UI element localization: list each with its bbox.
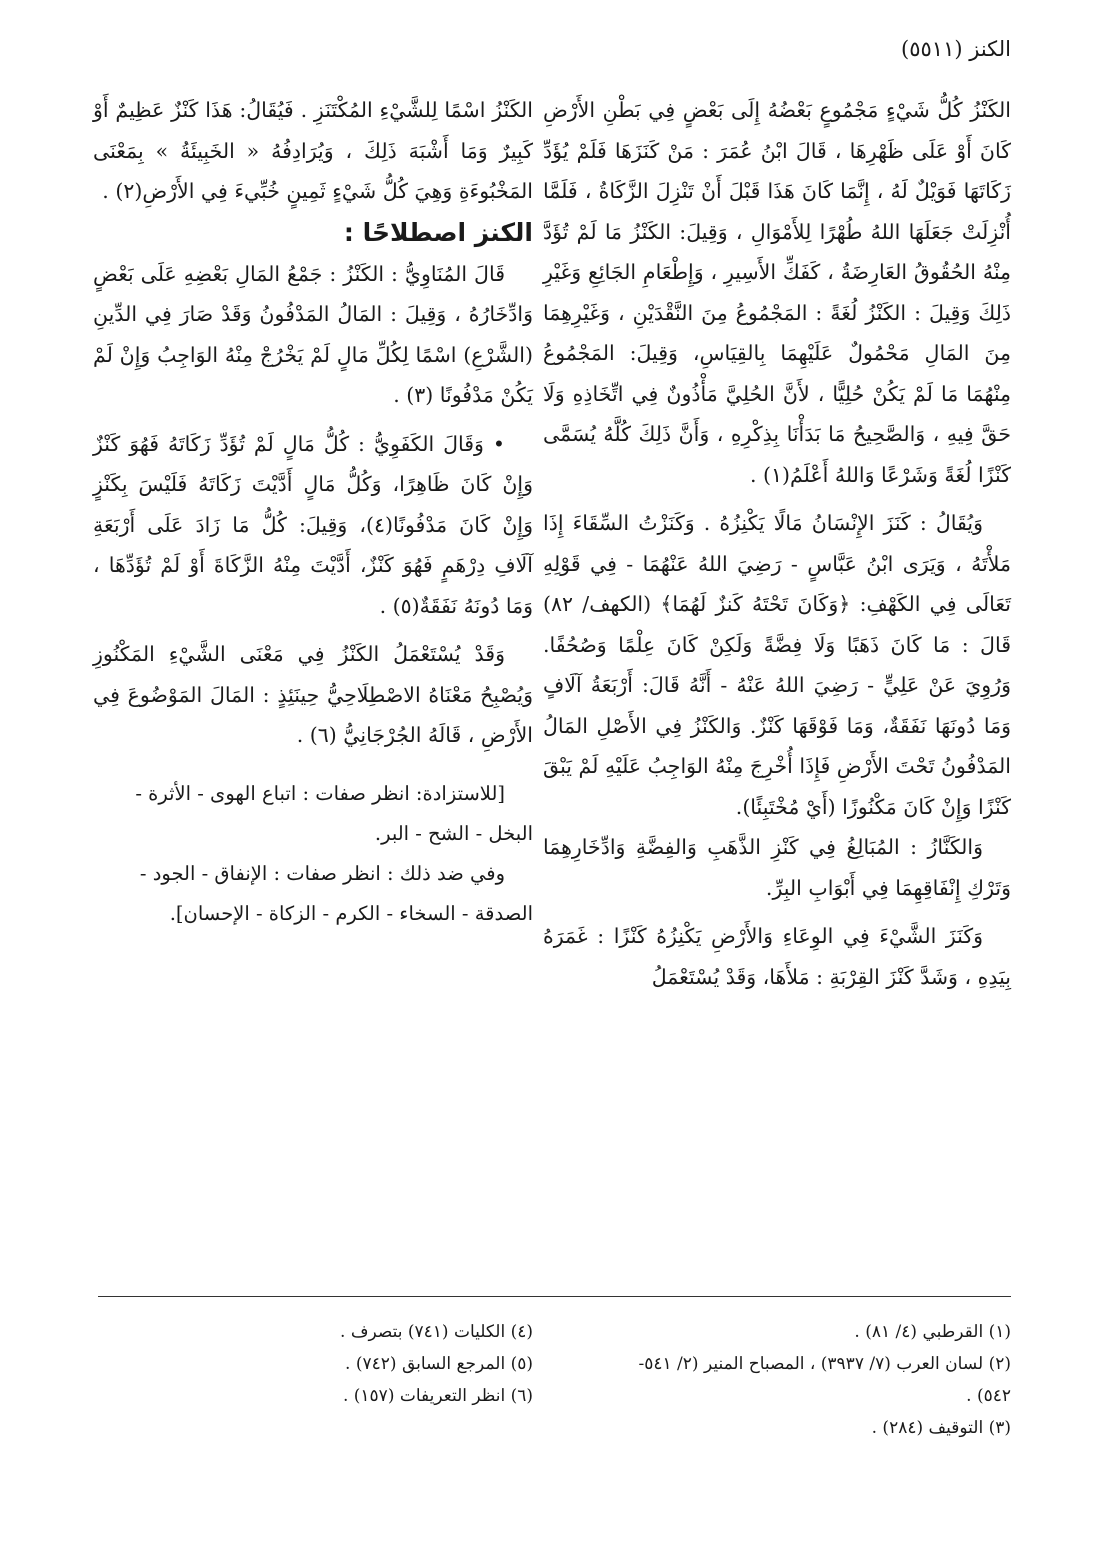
paragraph-kanz-container: وَكَنَزَ الشَّيْءَ فِي الوِعَاءِ وَالأَرْضِ يَكْنِزُهُ كَنْزًا : غَمَرَهُ بِيَدِهِ ، وَشَدَّ كَنْزَ القِرْبَةِ : مَلأَهَا، وَقَدْ يُسْتَعْمَلُ bbox=[543, 924, 1011, 989]
paragraph-kafawi: • وَقَالَ الكَفَوِيُّ : كُلُّ مَالٍ لَمْ تُؤَدِّ زَكَاتَهُ فَهُوَ كَنْزٌ وَإِنْ كَانَ ظَاهِرًا، وَكُلُّ مَالٍ أَدَّيْتَ زَكَاتَهُ فَلَيْسَ بِكَنْزٍ وَإِنْ كَانَ مَدْفُونًا(٤)، وَقِيلَ: كُلُّ مَا زَادَ عَلَى أَرْبَعَةِ آلَافِ دِرْهَمٍ فَهُوَ كَنْزٌ، أَدَّيْتَ مِنْهُ الزَّكَاةَ أَوْ لَمْ تُؤَدِّهَا ، وَمَا دُونَهُ نَفَقَةٌ(٥) . bbox=[93, 431, 533, 618]
see-also-line: [للاستزادة: انظر صفات : اتباع الهوى - الأثرة - bbox=[135, 781, 505, 805]
left-column bbox=[93, 90, 533, 934]
footnote-2-continued: ٥٤٢) . bbox=[966, 1386, 1011, 1406]
footnotes-right bbox=[571, 1316, 1011, 1444]
see-also-box bbox=[93, 774, 533, 934]
footnote-1: (١) القرطبي (٤/ ٨١) . bbox=[854, 1322, 1011, 1342]
footnote-4: (٤) الكليات (٧٤١) بتصرف . bbox=[340, 1322, 533, 1342]
section-heading-terminology: الكنز اصطلاحًا : bbox=[343, 217, 533, 247]
paragraph-kanz-usage: وَيُقَالُ : كَنَزَ الإِنْسَانُ مَالًا يَكْنِزُهُ . وَكَنَزْتُ السِّقَاءَ إِذَا مَلأْتَهُ ، وَيَرَى ابْنُ عَبَّاسٍ - رَضِيَ اللهُ عَنْهُمَا - فِي قَوْلِهِ تَعَالَى فِي الكَهْفِ: ﴿وَكَانَ تَحْتَهُ كَنزٌ لَهُمَا﴾ (الكهف/ ٨٢) قَالَ : مَا كَانَ ذَهَبًا وَلَا فِضَّةً وَلَكِنْ كَانَ عِلْمًا وَصُحُفًا. وَرُوِيَ عَنْ عَلِيٍّ - رَضِيَ اللهُ عَنْهُ - أَنَّهُ قَالَ: أَرْبَعَةُ آلَافٍ وَمَا دُونَهَا نَفَقَةٌ، وَمَا فَوْقَهَا كَنْزٌ. وَالكَنْزُ فِي الأَصْلِ المَالُ المَدْفُونُ تَحْتَ الأَرْضِ فَإِذَا أُخْرِجَ مِنْهُ الوَاجِبُ عَلَيْهِ لَمْ يَبْقَ كَنْزًا وَإِنْ كَانَ مَكْنُوزًا (أَيْ مُخْتَبِئًا). bbox=[543, 511, 1011, 819]
right-column bbox=[543, 90, 1011, 997]
paragraph-jurjani: وَقَدْ يُسْتَعْمَلُ الكَنْزُ فِي مَعْنَى الشَّيْءِ المَكْنُوزِ وَيُصْبِحُ مَعْنَاهُ الاصْطِلَاحِيُّ حِينَئِذٍ : المَالَ المَوْضُوعَ فِي الأَرْضِ ، قَالَهُ الجُرْجَانِيُّ (٦) . bbox=[93, 642, 533, 747]
see-also-line: الصدقة - السخاء - الكرم - الزكاة - الإحسان]. bbox=[169, 901, 533, 925]
footnote-6: (٦) انظر التعريفات (١٥٧) . bbox=[342, 1386, 533, 1406]
footnote-2: (٢) لسان العرب (٧/ ٣٩٣٧) ، المصباح المنير (٢/ ٥٤١- bbox=[638, 1354, 1011, 1374]
footnote-separator bbox=[98, 1296, 1011, 1297]
footnote-5: (٥) المرجع السابق (٧٤٢) . bbox=[345, 1354, 533, 1374]
paragraph-munawi: قَالَ المُنَاوِيُّ : الكَنْزُ : جَمْعُ المَالِ بَعْضِهِ عَلَى بَعْضٍ وَادِّخَارُهُ ، وَقِيلَ : المَالُ المَدْفُونُ وَقَدْ صَارَ فِي الدِّينِ (الشَّرْعِ) اسْمًا لِكُلِّ مَالٍ لَمْ يَخْرُجْ مِنْهُ الوَاجِبُ وَإِنْ لَمْ يَكُنْ مَدْفُونًا (٣) . bbox=[93, 261, 533, 407]
running-header: الكنز (٥٥١١) bbox=[901, 37, 1011, 61]
see-also-line: البخل - الشح - البر. bbox=[374, 821, 533, 845]
see-also-line: وفي ضد ذلك : انظر صفات : الإنفاق - الجود - bbox=[139, 861, 505, 885]
footnotes-left bbox=[93, 1316, 533, 1412]
paragraph-kanz-definition: الكَنْزُ كُلُّ شَيْءٍ مَجْمُوعٍ بَعْضُهُ إِلَى بَعْضٍ فِي بَطْنِ الأَرْضِ كَانَ أَوْ عَلَى ظَهْرِهَا ، قَالَ ابْنُ عُمَرَ : مَنْ كَنَزَهَا فَلَمْ يُؤَدِّ زَكَاتَهَا فَوَيْلٌ لَهُ ، إِنَّمَا كَانَ هَذَا قَبْلَ أَنْ تَنْزِلَ الزَّكَاةُ ، فَلَمَّا أُنْزِلَتْ جَعَلَهَا اللهُ طُهْرًا لِلأَمْوَالِ ، وَقِيلَ: الكَنْزُ مَا لَمْ تُؤَدَّ مِنْهُ الحُقُوقُ العَارِضَةُ ، كَفَكِّ الأَسِيرِ ، وَإِطْعَامِ الجَائِعِ وَغَيْرِ ذَلِكَ وَقِيلَ : الكَنْزُ لُغَةً : المَجْمُوعُ مِنَ النَّقْدَيْنِ ، وَغَيْرِهِمَا مِنَ المَالِ مَحْمُولٌ عَلَيْهِمَا بِالقِيَاسِ، وَقِيلَ: المَجْمُوعُ مِنْهُمَا مَا لَمْ يَكُنْ حُلِيًّا ، لأَنَّ الحُلِيَّ مَأْذُونٌ فِي اتِّخَاذِهِ وَلَا حَقَّ فِيهِ ، وَالصَّحِيحُ مَا بَدَأْنَا بِذِكْرِهِ ، وَأَنَّ ذَلِكَ كُلَّهُ يُسَمَّى كَنْزًا لُغَةً وَشَرْعًا وَاللهُ أَعْلَمُ(١) . bbox=[543, 98, 1011, 487]
paragraph-kannaz: وَالكَنَّازُ : المُبَالِغُ فِي كَنْزِ الذَّهَبِ وَالفِضَّةِ وَادِّخَارِهِمَا وَتَرْكِ إِنْفَاقِهِمَا فِي أَبْوَابِ البِرِّ. bbox=[543, 835, 1011, 900]
paragraph-kanz-noun: الكَنْزُ اسْمًا لِلشَّيْءِ المُكْتَنَزِ . فَيُقَالُ: هَذَا كَنْزٌ عَظِيمٌ أَوْ كَبِيرٌ وَمَا أَشْبَهَ ذَلِكَ ، وَيُرَادِفُهُ « الخَبِيئَةُ » بِمَعْنَى المَخْبُوءَةِ وَهِيَ كُلُّ شَيْءٍ ثَمِينٍ خُبِّيءَ فِي الأَرْضِ(٢) . bbox=[93, 98, 533, 203]
footnote-3: (٣) التوقيف (٢٨٤) . bbox=[871, 1418, 1011, 1438]
